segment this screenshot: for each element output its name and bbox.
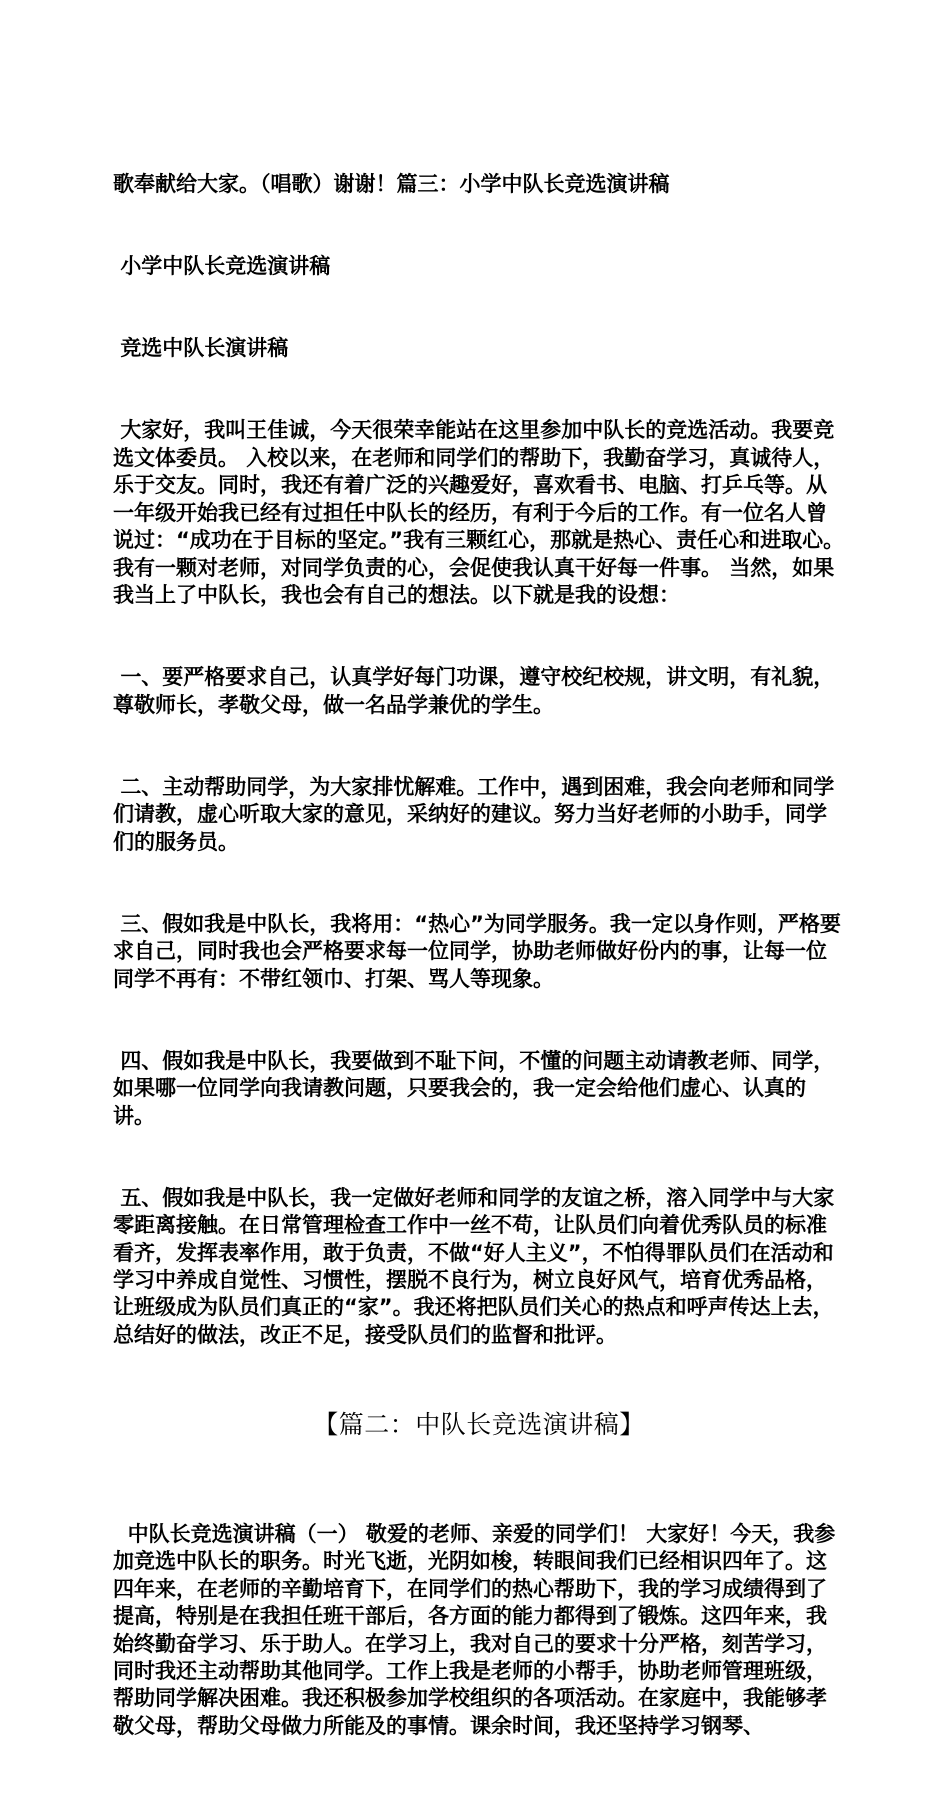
speech-section-two <box>113 1466 845 1795</box>
text-paragraph: 二、主动帮助同学，为大家排忧解难。工作中，遇到困难，我会向老师和同学们请教，虚心听取大家的意见，采纳好的建议。努力当好老师的小助手，同学们的服务员。 <box>113 774 835 854</box>
text-paragraph: 四、假如我是中队长，我要做到不耻下问，不懂的问题主动请教老师、同学，如果哪一位同学向我请教问题，只要我会的，我一定会给他们虚心、认真的讲。 <box>113 1048 835 1128</box>
text-paragraph: 大家好，我叫王佳诚，今天很荣幸能站在这里参加中队长的竞选活动。我要竞选文体委员。 入校以来，在老师和同学们的帮助下，我勤奋学习，真诚待人，乐于交友。同时，我还有着广泛的兴趣爱好，喜欢看书、电脑、打乒乓等。从一年级开始我已经有过担任中队长的经历，有利于今后的工作。有一位名人曾说过：“成功在于目标的坚定。”我有三颗红心，那就是热心、责任心和进取心。我有一颗对老师，对同学负责的心，会促使我认真干好每一件事。 当然，如果我当上了中队长，我也会有自己的想法。以下就是我的设想： <box>113 418 845 607</box>
document-page <box>113 116 845 1795</box>
text-paragraph: 中队长竞选演讲稿（一） 敬爱的老师、亲爱的同学们！ 大家好！今天，我参加竞选中队长的职务。时光飞逝，光阴如梭，转眼间我们已经相识四年了。这四年来，在老师的辛勤培育下，在同学们的热心帮助下，我的学习成绩得到了提高，特别是在我担任班干部后，各方面的能力都得到了锻炼。这四年来，我始终勤奋学习、乐于助人。在学习上，我对自己的要求十分严格，刻苦学习，同时我还主动帮助其他同学。工作上我是老师的小帮手，协助老师管理班级，帮助同学解决困难。我还积极参加学校组织的各项活动。在家庭中，我能够孝敬父母，帮助父母做力所能及的事情。课余时间，我还坚持学习钢琴、 <box>113 1521 836 1738</box>
speech-section-three <box>113 116 845 1404</box>
text-paragraph: 一、要严格要求自己，认真学好每门功课，遵守校纪校规，讲文明，有礼貌，尊敬师长，孝敬父母，做一名品学兼优的学生。 <box>113 665 835 717</box>
text-paragraph: 三、假如我是中队长，我将用：“热心”为同学服务。我一定以身作则，严格要求自己，同时我也会严格要求每一位同学，协助老师做好份内的事，让每一位同学不再有：不带红领巾、打架、骂人等现象。 <box>113 911 841 991</box>
text-paragraph: 五、假如我是中队长，我一定做好老师和同学的友谊之桥，溶入同学中与大家零距离接触。在日常管理检查工作中一丝不苟，让队员们向着优秀队员的标准看齐，发挥表率作用，敢于负责，不做“好人主义”，不怕得罪队员们在活动和学习中养成自觉性、习惯性，摆脱不良行为，树立良好风气，培育优秀品格，让班级成为队员们真正的“家”。我还将把队员们关心的热点和呼声传达上去，总结好的做法，改正不足，接受队员们的监督和批评。 <box>113 1185 835 1347</box>
text-paragraph: 歌奉献给大家。（唱歌）谢谢！篇三：小学中队长竞选演讲稿 <box>113 171 670 196</box>
text-paragraph: 小学中队长竞选演讲稿 <box>113 254 331 279</box>
text-paragraph: 竞选中队长演讲稿 <box>113 336 289 361</box>
section-heading: 【篇二：中队长竞选演讲稿】 <box>313 1410 645 1440</box>
